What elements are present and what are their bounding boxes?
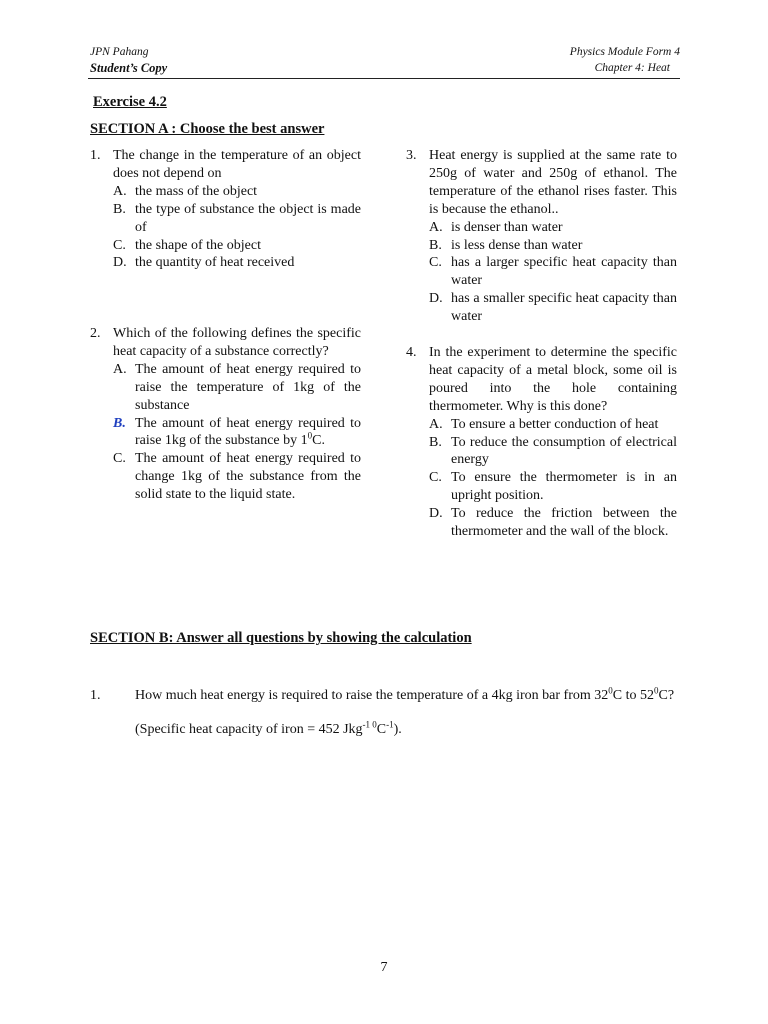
header-module: Physics Module Form 4 bbox=[569, 46, 680, 58]
question-number: 1. bbox=[90, 148, 101, 163]
page-number: 7 bbox=[380, 960, 388, 975]
question-text: How much heat energy is required to raise the temperature of a 4kg iron bar from $32^0C$ to $52^0C$? (Specific heat capacity of iron = 452 $Jkg^{-1 0}C^{-1}$). bbox=[135, 685, 675, 737]
header-school: JPN Pahang bbox=[90, 46, 149, 58]
question-number: 4. bbox=[406, 345, 417, 360]
question-stem: Heat energy is supplied at the same rate to 250g of water and 250g of ethanol. The temperature of the ethanol rises faster. This is because the ethanol.. bbox=[429, 148, 677, 217]
question-2 bbox=[90, 325, 361, 504]
section-a-title: SECTION A : Choose the best answer bbox=[90, 121, 325, 137]
option-c: C. The amount of heat energy required to change 1kg of the substance from the solid state to the liquid state. bbox=[113, 451, 361, 503]
option-b-answer: B. The amount of heat energy required to raise 1kg of the substance by $1^0C$. bbox=[113, 415, 361, 449]
option-b: B. is less dense than water bbox=[429, 237, 583, 253]
option-c: C. the shape of the object bbox=[113, 237, 261, 253]
question-4 bbox=[406, 344, 677, 541]
option-b: B. the type of substance the object is made of bbox=[113, 201, 361, 235]
option-d: D. has a smaller specific heat capacity than water bbox=[429, 291, 677, 325]
question-stem: In the experiment to determine the specific heat capacity of a metal block, some oil is poured into the hole containing thermometer. Why is this done? bbox=[429, 345, 677, 414]
option-c: C. To ensure the thermometer is in an upright position. bbox=[429, 470, 677, 504]
header-copy-label: Student’s Copy bbox=[90, 61, 168, 75]
header-rule bbox=[88, 78, 680, 79]
option-d: D. To reduce the friction between the thermometer and the wall of the block. bbox=[429, 506, 677, 540]
header-chapter: Chapter 4: Heat bbox=[594, 62, 670, 74]
option-b: B. To reduce the consumption of electrical energy bbox=[429, 434, 677, 468]
question-1 bbox=[90, 147, 361, 272]
exercise-title: Exercise 4.2 bbox=[93, 94, 167, 110]
option-a: A. The amount of heat energy required to raise the temperature of 1kg of the substance bbox=[113, 361, 361, 413]
option-a: A. To ensure a better conduction of heat bbox=[429, 416, 659, 432]
section-b-question-1 bbox=[90, 679, 680, 747]
option-a: A. the mass of the object bbox=[113, 183, 258, 199]
option-c: C. has a larger specific heat capacity than water bbox=[429, 255, 677, 289]
option-a: A. is denser than water bbox=[429, 219, 563, 235]
question-stem: Which of the following defines the specific heat capacity of a substance correctly? bbox=[113, 326, 361, 359]
answer-marker: B. bbox=[113, 415, 126, 431]
question-number: 2. bbox=[90, 326, 101, 341]
option-d: D. the quantity of heat received bbox=[113, 255, 295, 271]
question-stem: The change in the temperature of an object does not depend on bbox=[113, 148, 361, 181]
question-3 bbox=[406, 147, 677, 326]
question-number: 3. bbox=[406, 148, 417, 163]
question-number: 1. bbox=[90, 688, 101, 703]
section-b-title: SECTION B: Answer all questions by showing the calculation bbox=[90, 630, 472, 646]
